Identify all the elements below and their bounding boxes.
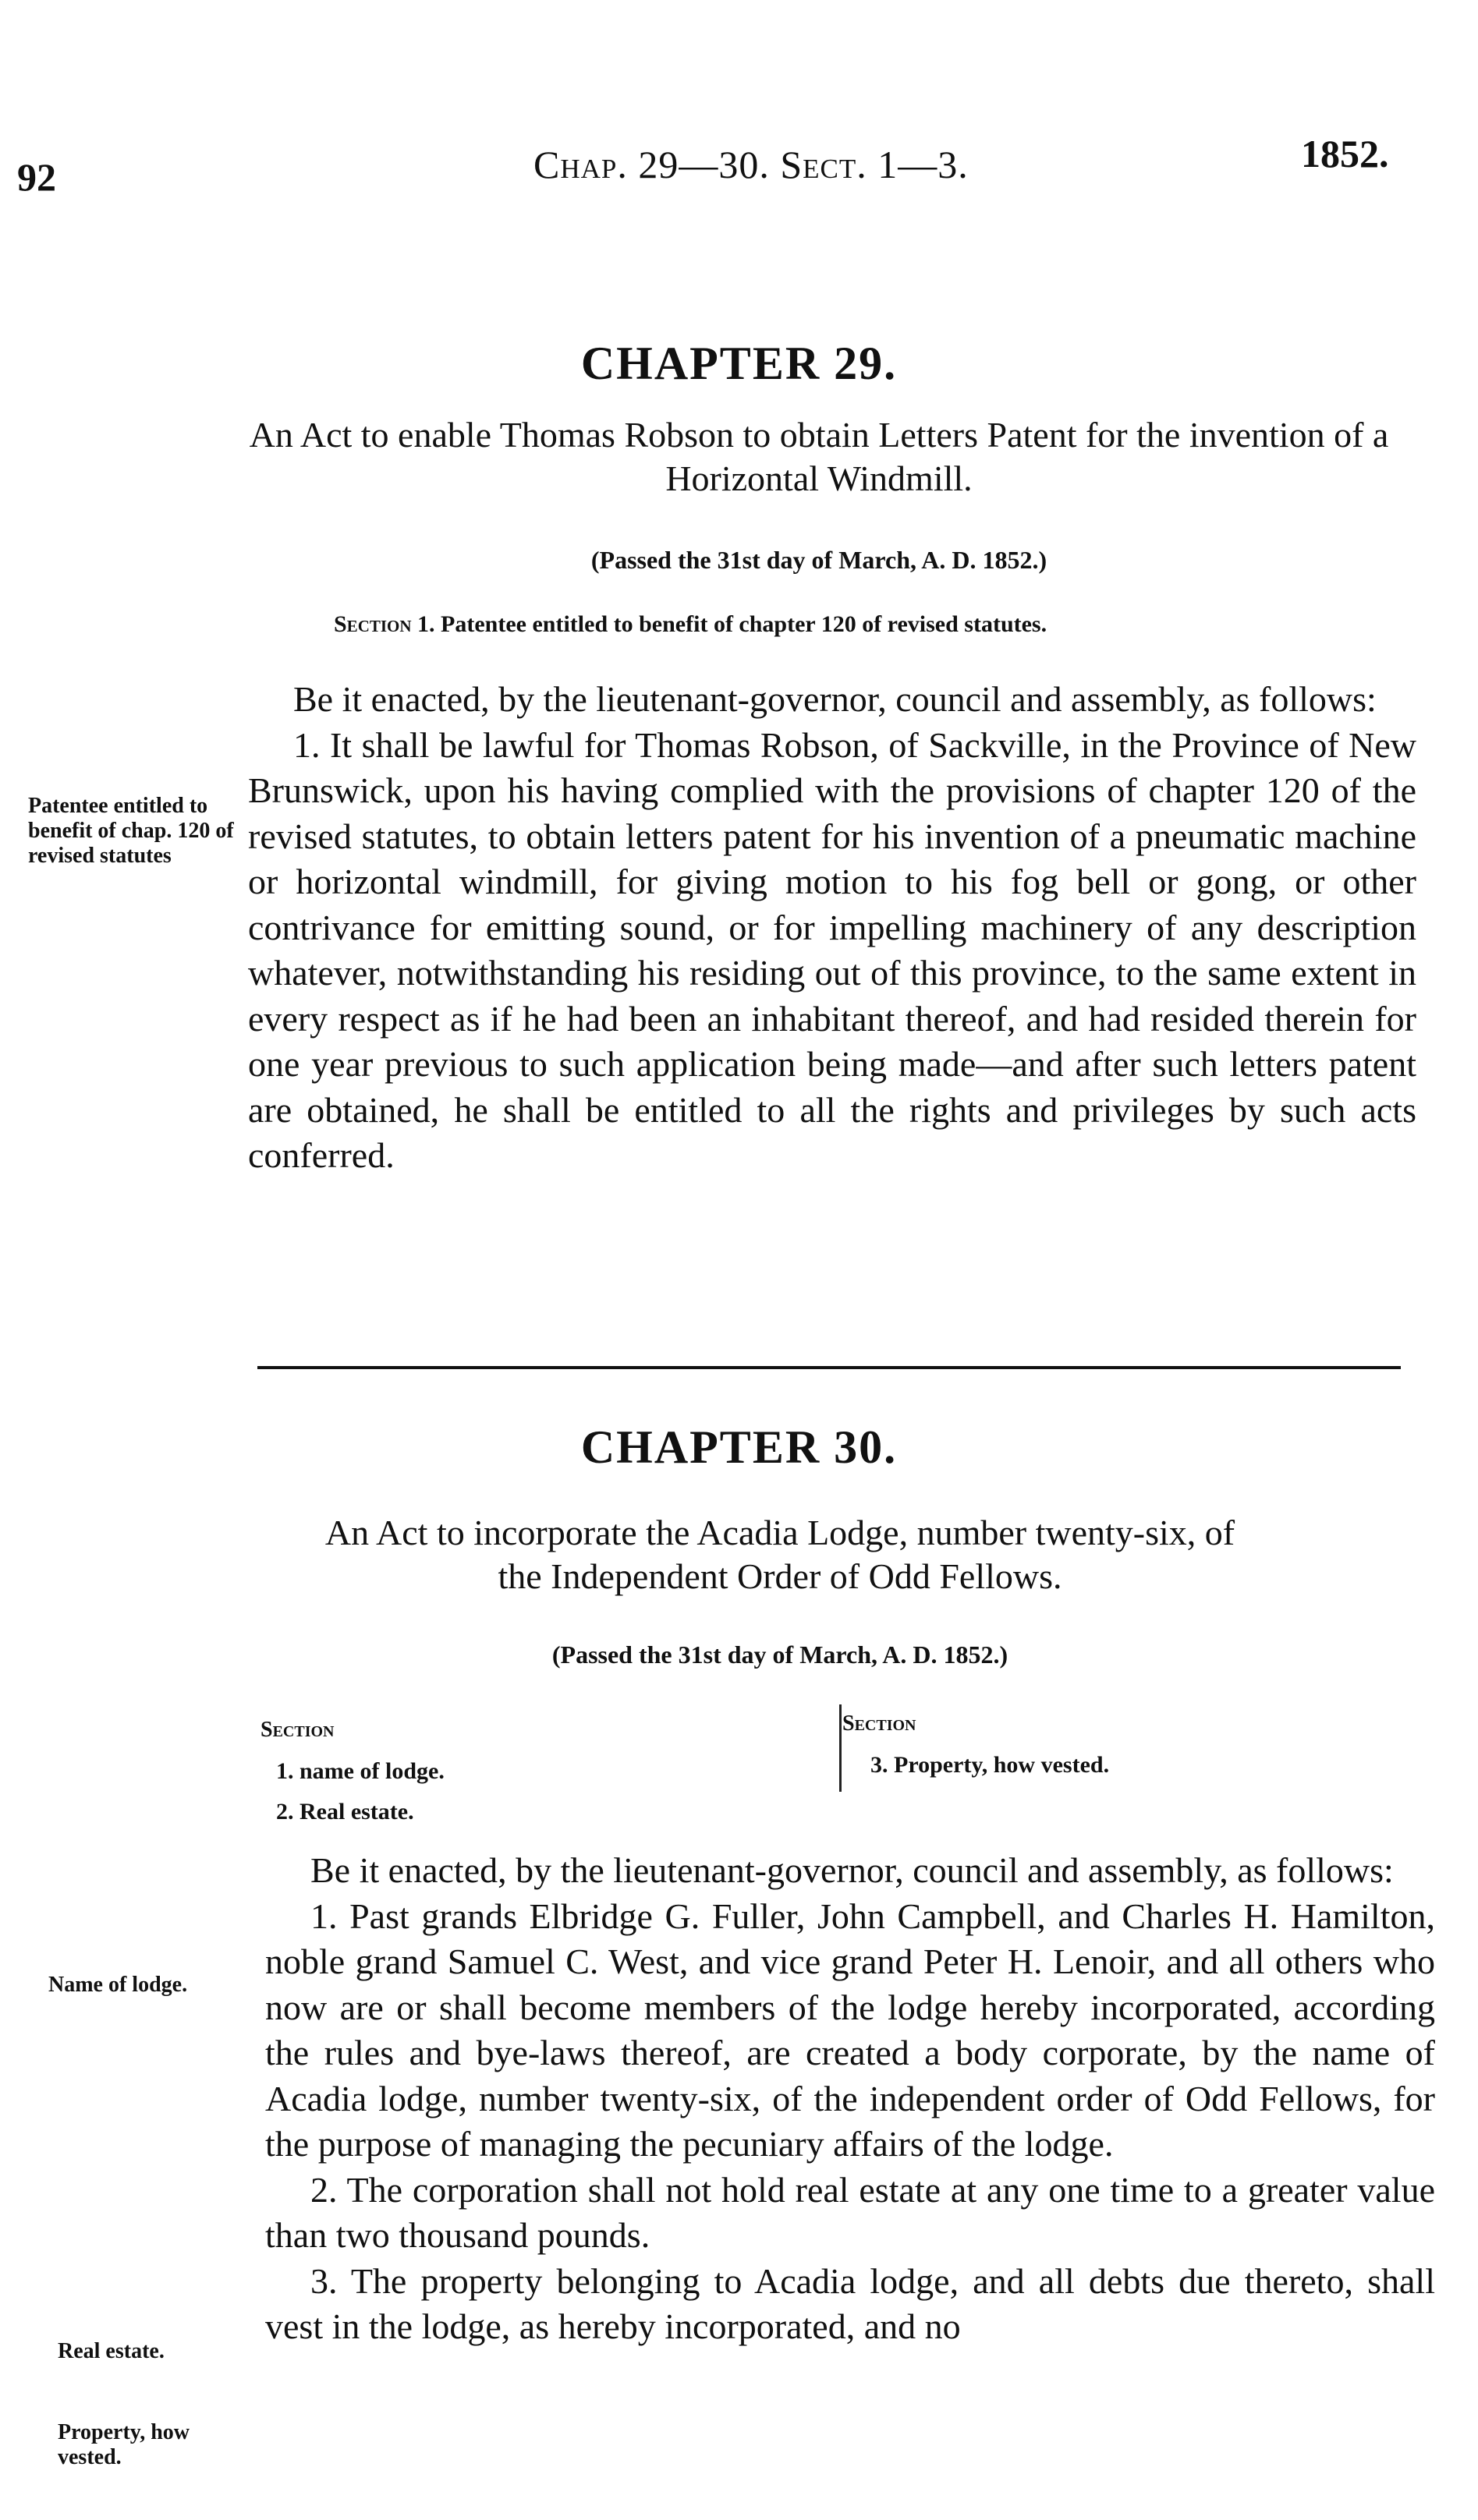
header-year: 1852. [1301, 132, 1389, 175]
chapter-30-title-line-1: An Act to incorporate the Acadia Lodge, number twenty-six, of [324, 1513, 1235, 1552]
chapter-29-title: An Act to enable Thomas Robson to obtain Letters Patent for the invention of a Horizontal Windmill. [249, 415, 1389, 498]
section-divider [257, 1366, 1401, 1369]
toc-divider [839, 1704, 842, 1792]
running-header: Chap. 29—30. Sect. 1—3. [533, 143, 969, 186]
margin-note-patentee: Patentee entitled to benefit of chap. 120 of revised statutes [28, 794, 234, 868]
chapter-29-section-1: 1. It shall be lawful for Thomas Robson, of Sackville, in the Province of New Brunswick, upon his having complied with the provisions of chapter 120 of the revised statutes, to obtain letters patent for his invention of a pneumatic machine or horizontal windmill, for giving motion to his fog bell or gong, or other contrivance for emitting sound, or for impelling machinery of any description whatever, notwithstanding his residing out of this province, to the same extent in every respect as if he had been an inhabitant thereof, and had resided therein for one year previous to such application being made—and after such letters patent are obtained, he shall be entitled to all the rights and privileges by such acts conferred. [248, 724, 1416, 1175]
margin-note-property: Property, how vested. [58, 2420, 190, 2469]
toc-right [842, 1703, 1373, 1786]
chapter-30-body [265, 1848, 1435, 2350]
chapter-29-summary [334, 611, 1426, 638]
enacting-clause: Be it enacted, by the lieutenant-governor, council and assembly, as follows: [293, 679, 1377, 719]
margin-note-real-estate: Real estate. [58, 2339, 165, 2363]
chapter-30-passed: (Passed the 31st day of March, A. D. 1852.) [551, 1640, 1008, 1669]
enacting-clause: Be it enacted, by the lieutenant-governor, council and assembly, as follows: [310, 1850, 1394, 1890]
toc-right-item: 3. Property, how vested. [870, 1752, 1110, 1778]
summary-text: 1. Patentee entitled to benefit of chapter 120 of revised statutes. [417, 611, 1047, 637]
toc-left-item: 2. Real estate. [276, 1799, 414, 1825]
margin-note-name-of-lodge: Name of lodge. [48, 1973, 188, 1997]
chapter-30-section-3: 3. The property belonging to Acadia lodge, and all debts due thereto, shall vest in the lodge, as hereby incorporated, and no [265, 2260, 1435, 2346]
chapter-30-title-line-2: the Independent Order of Odd Fellows. [498, 1556, 1062, 1596]
toc-left-item: 1. name of lodge. [276, 1758, 445, 1784]
toc-right-label: Section [842, 1711, 916, 1736]
summary-label: Section [334, 611, 412, 637]
toc-left [261, 1709, 791, 1832]
toc-left-label: Section [261, 1718, 335, 1742]
chapter-30-section-1: 1. Past grands Elbridge G. Fuller, John Campbell, and Charles H. Hamilton, noble grand Samuel C. West, and vice grand Peter H. Lenoir, and all others who now are or shall become members of the lodge hereby incorporated, according the rules and bye-laws thereof, are created a body corporate, by the name of Acadia lodge, number twenty-six, of the independent order of Odd Fellows, for the purpose of managing the pecuniary affairs of the lodge. [265, 1895, 1435, 2164]
chapter-30-heading: CHAPTER 30. [580, 1421, 898, 1473]
page-number: 92 [17, 155, 56, 199]
chapter-30-section-2: 2. The corporation shall not hold real estate at any one time to a greater value than two thousand pounds. [265, 2169, 1435, 2255]
chapter-29-heading: CHAPTER 29. [580, 338, 898, 389]
chapter-29-body [248, 677, 1416, 1179]
chapter-29-passed: (Passed the 31st day of March, A. D. 1852.) [590, 546, 1047, 574]
